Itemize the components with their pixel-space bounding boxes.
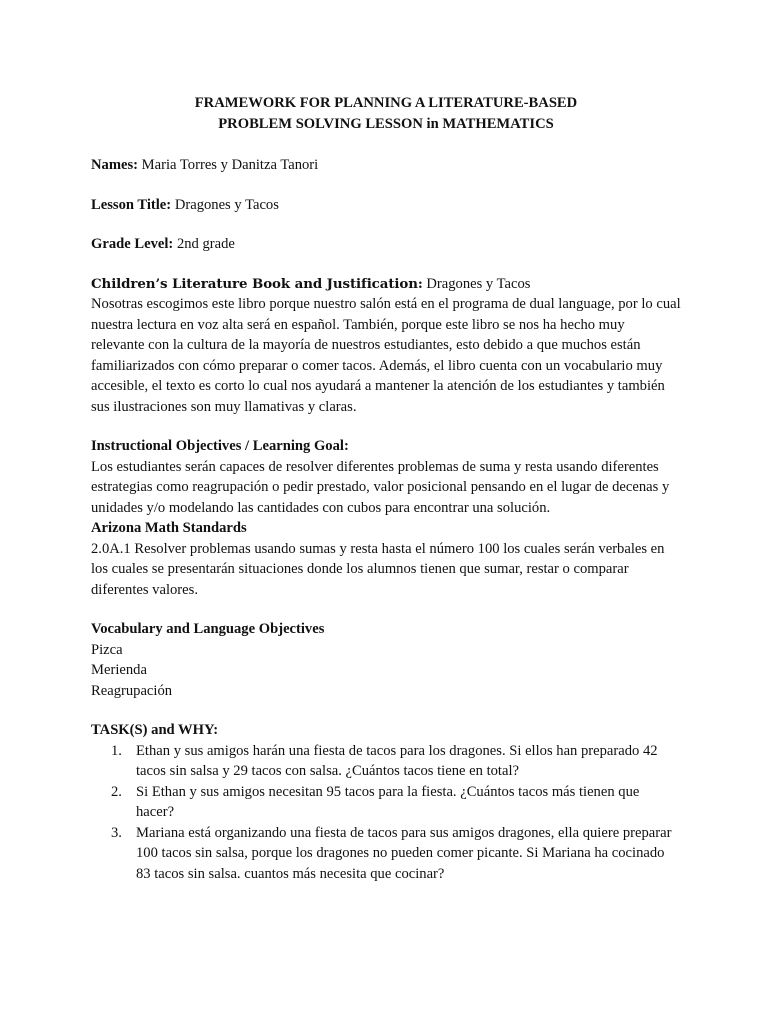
lesson-title-label: Lesson Title: <box>91 196 172 213</box>
book-justification: Nosotras escogimos este libro porque nuestro salón está en el programa de dual language, por lo cual nuestra lectura en voz alta será en español. También, porque este libro se nos ha hecho muy relevante con la cultura de la mayoría de nuestros estudiantes, esto debido a que muchos están familiarizados con cómo preparar o comer tacos. Además, el libro cuenta con un vocabulario muy accesible, el texto es corto lo cual nos ayudará a mantener la atención de los estudiantes y también sus ilustraciones son muy llamativas y claras. <box>91 296 681 415</box>
standards-heading: Arizona Math Standards <box>91 520 247 536</box>
task-text: Si Ethan y sus amigos necesitan 95 tacos para la fiesta. ¿Cuántos tacos más tienen que hacer? <box>136 783 640 820</box>
standards-text: 2.0A.1 Resolver problemas usando sumas y resta hasta el número 100 los cuales serán verbales en los cuales se presentarán situaciones donde los alumnos tienen que sumar, restar o comparar diferentes valores. <box>91 540 665 598</box>
book-label: Children’s Literature Book and Justification: <box>91 275 423 292</box>
objectives-text: Los estudiantes serán capaces de resolver diferentes problemas de suma y resta usando diferentes estrategias como reagrupación o pedir prestado, valor posicional pensando en el lugar de decenas y unidades y/o modelando las cantidades con cubos para encontrar una solución. <box>91 458 670 516</box>
task-text: Mariana está organizando una fiesta de tacos para sus amigos dragones, ella quiere preparar 100 tacos sin salsa, porque los dragones no pueden comer picante. Si Mariana ha cocinado 83 tacos sin salsa. cuantos más necesita que cocinar? <box>136 824 672 882</box>
objectives-heading: Instructional Objectives / Learning Goal: <box>91 438 349 454</box>
lesson-title-value: Dragones y Tacos <box>174 196 279 213</box>
document-title-line-1: FRAMEWORK FOR PLANNING A LITERATURE-BASED <box>194 95 578 111</box>
vocabulary-item: Reagrupación <box>91 682 173 699</box>
names-label: Names: <box>91 157 139 173</box>
task-number: 3. <box>111 824 122 841</box>
task-number: 2. <box>111 783 122 800</box>
book-value: Dragones y Tacos <box>426 275 531 292</box>
task-number: 1. <box>111 742 122 759</box>
document-page <box>91 93 681 884</box>
tasks-heading: TASK(S) and WHY: <box>91 722 219 738</box>
names-field <box>91 155 681 176</box>
grade-level-field <box>91 234 681 255</box>
names-value: Maria Torres y Danitza Tanori <box>141 157 319 173</box>
tasks-list <box>91 741 681 885</box>
task-text: Ethan y sus amigos harán una fiesta de tacos para los dragones. Si ellos han preparado 42 tacos sin salsa y 29 tacos con salsa. ¿Cuántos tacos tiene en total? <box>136 742 658 779</box>
book-field <box>91 274 681 295</box>
grade-level-value: 2nd grade <box>176 236 235 252</box>
task-item <box>91 823 681 885</box>
grade-level-label: Grade Level: <box>91 236 174 252</box>
task-item <box>91 741 681 782</box>
lesson-title-field <box>91 195 681 216</box>
vocabulary-item: Merienda <box>91 662 147 678</box>
vocabulary-item: Pizca <box>91 641 123 658</box>
document-title-line-2: PROBLEM SOLVING LESSON in MATHEMATICS <box>218 116 554 132</box>
task-item <box>91 782 681 823</box>
vocabulary-heading: Vocabulary and Language Objectives <box>91 621 325 637</box>
